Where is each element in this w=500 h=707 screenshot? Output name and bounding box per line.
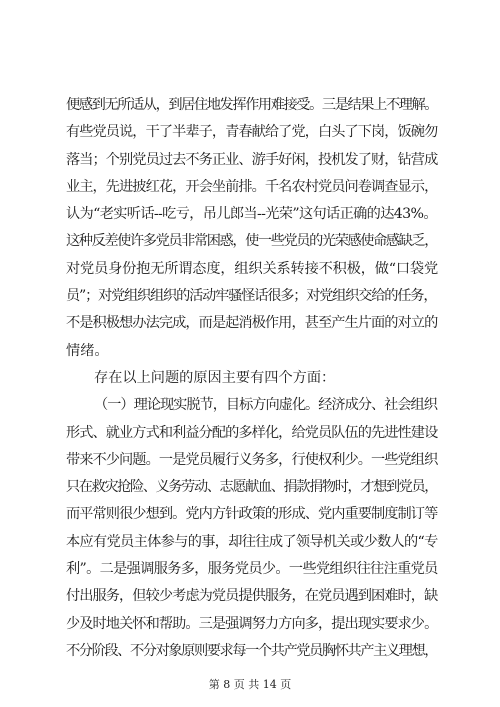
body-text bbox=[66, 92, 438, 665]
text-line: 落当；个别党员过去不务正业、游手好闲，投机发了财，钻营成 bbox=[66, 151, 438, 168]
text-line: 情绪。 bbox=[66, 342, 109, 359]
text-line: 存在以上问题的原因主要有四个方面： bbox=[94, 369, 336, 386]
text-line: （一）理论现实脱节，目标方向虚化。经济成分、社会组织 bbox=[94, 397, 437, 414]
text-line: 有些党员说，干了半辈子，青春献给了党，白头了下岗，饭碗勿 bbox=[66, 124, 438, 141]
text-line: 便感到无所适从，到居住地发挥作用难接受。三是结果上不理解。 bbox=[66, 97, 438, 113]
text-line: 利”。二是强调服务多，服务党员少。一些党组织往往注重党员 bbox=[66, 561, 438, 578]
text-line: 对党员身份抱无所谓态度，组织关系转接不积极，做“口袋党 bbox=[66, 260, 438, 277]
text-line: 认为“老实听话--吃亏，吊儿郎当--光荣”这句话正确的达43%。 bbox=[66, 206, 437, 223]
text-line: 形式、就业方式和利益分配的多样化，给党员队伍的先进性建设 bbox=[66, 424, 438, 441]
text-line: 员”；对党组织组织的活动牢骚怪话很多；对党组织交给的任务， bbox=[66, 288, 437, 305]
text-line: 只在救灾抢险、义务劳动、志愿献血、捐款捐物时，才想到党员， bbox=[66, 479, 438, 496]
text-line: 业主，先进披红花，开会坐前排。千名农村党员问卷调查显示， bbox=[66, 178, 438, 195]
text-line: 不分阶段、不分对象原则要求每一个共产党员胸怀共产主义理想， bbox=[66, 642, 438, 659]
page-footer: 第 8 页 共 14 页 bbox=[208, 678, 292, 691]
text-line: 带来不少问题。一是党员履行义务多，行使权利少。一些党组织 bbox=[66, 451, 438, 468]
text-line: 这种反差使许多党员非常困惑，使一些党员的光荣感使命感缺乏， bbox=[66, 233, 438, 250]
text-line: 而平常则很少想到。党内方针政策的形成、党内重要制度制订等 bbox=[66, 506, 438, 523]
text-line: 本应有党员主体参与的事，却往往成了领导机关或少数人的“专 bbox=[66, 533, 438, 550]
text-line: 不是积极想办法完成，而是起消极作用，甚至产生片面的对立的 bbox=[66, 315, 438, 332]
text-line: 付出服务，但较少考虑为党员提供服务，在党员遇到困难时，缺 bbox=[66, 588, 438, 605]
text-line: 少及时地关怀和帮助。三是强调努力方向多，提出现实要求少。 bbox=[66, 615, 438, 632]
